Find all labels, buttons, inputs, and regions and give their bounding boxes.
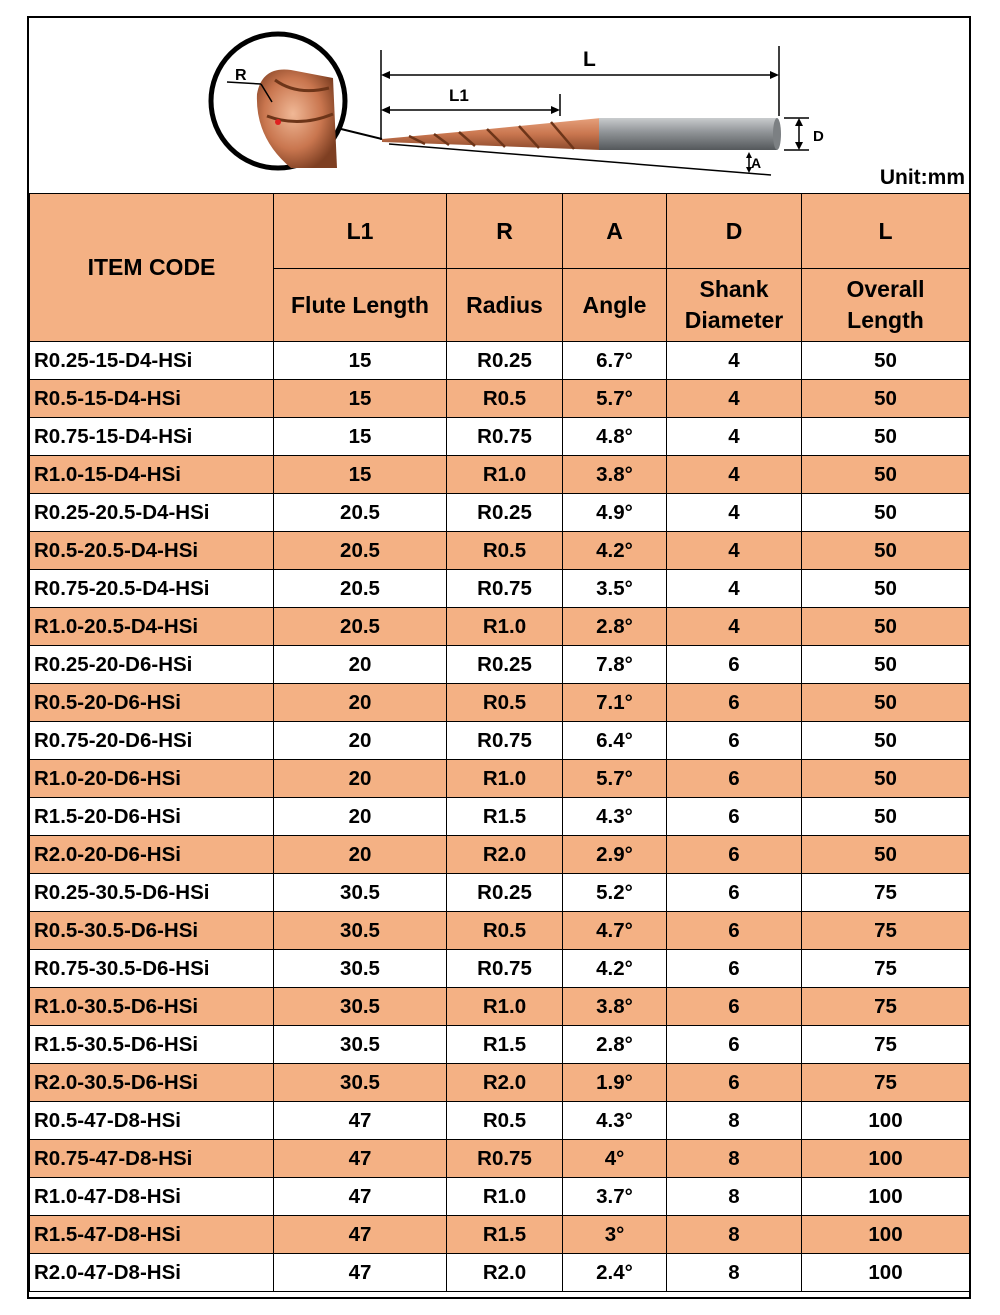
cell-overall-length: 50 (802, 380, 970, 418)
cell-radius: R0.25 (447, 646, 563, 684)
cell-overall-length: 75 (802, 874, 970, 912)
radius-label: R (235, 67, 247, 84)
cell-shank-diameter: 6 (667, 722, 802, 760)
unit-label: Unit:mm (879, 166, 965, 189)
cell-radius: R2.0 (447, 1254, 563, 1292)
cell-overall-length: 50 (802, 684, 970, 722)
cell-overall-length: 100 (802, 1216, 970, 1254)
cell-item-code: R0.75-15-D4-HSi (30, 418, 274, 456)
cell-radius: R1.0 (447, 608, 563, 646)
table-row (30, 456, 970, 494)
cell-radius: R2.0 (447, 1064, 563, 1102)
cell-shank-diameter: 8 (667, 1140, 802, 1178)
cell-shank-diameter: 6 (667, 912, 802, 950)
table-row (30, 494, 970, 532)
table-row (30, 1026, 970, 1064)
cell-shank-diameter: 6 (667, 1064, 802, 1102)
header-radius: Radius (447, 269, 563, 342)
cell-angle: 4.2° (563, 950, 667, 988)
cell-radius: R0.75 (447, 570, 563, 608)
table-row (30, 570, 970, 608)
cell-radius: R1.0 (447, 456, 563, 494)
table-row (30, 646, 970, 684)
cell-flute-length: 30.5 (274, 1026, 447, 1064)
cell-item-code: R2.0-30.5-D6-HSi (30, 1064, 274, 1102)
cell-item-code: R1.0-20.5-D4-HSi (30, 608, 274, 646)
cell-radius: R1.0 (447, 1178, 563, 1216)
table-row (30, 1178, 970, 1216)
cell-flute-length: 15 (274, 456, 447, 494)
cell-radius: R0.75 (447, 722, 563, 760)
cell-overall-length: 100 (802, 1140, 970, 1178)
cell-flute-length: 20.5 (274, 494, 447, 532)
cell-overall-length: 50 (802, 760, 970, 798)
cell-shank-diameter: 4 (667, 342, 802, 380)
cell-angle: 4° (563, 1140, 667, 1178)
cell-item-code: R1.0-47-D8-HSi (30, 1178, 274, 1216)
cell-item-code: R1.5-20-D6-HSi (30, 798, 274, 836)
cell-angle: 4.7° (563, 912, 667, 950)
cell-overall-length: 50 (802, 608, 970, 646)
cell-flute-length: 30.5 (274, 1064, 447, 1102)
cell-angle: 6.7° (563, 342, 667, 380)
cell-flute-length: 20 (274, 684, 447, 722)
cell-shank-diameter: 4 (667, 608, 802, 646)
cell-angle: 4.8° (563, 418, 667, 456)
table-row (30, 684, 970, 722)
shank-diameter-label: D (813, 128, 824, 145)
cell-angle: 4.3° (563, 1102, 667, 1140)
cell-radius: R1.0 (447, 760, 563, 798)
cell-angle: 3° (563, 1216, 667, 1254)
cell-overall-length: 75 (802, 988, 970, 1026)
spec-table (29, 193, 970, 1292)
cell-overall-length: 100 (802, 1254, 970, 1292)
table-row (30, 798, 970, 836)
cell-item-code: R0.25-20-D6-HSi (30, 646, 274, 684)
cell-radius: R0.5 (447, 380, 563, 418)
cell-angle: 2.9° (563, 836, 667, 874)
cell-radius: R1.5 (447, 798, 563, 836)
cell-item-code: R0.5-20-D6-HSi (30, 684, 274, 722)
zoom-pointer-line (337, 128, 382, 139)
cell-item-code: R1.5-30.5-D6-HSi (30, 1026, 274, 1064)
cell-radius: R0.5 (447, 912, 563, 950)
shank (599, 118, 777, 150)
cell-overall-length: 75 (802, 1026, 970, 1064)
cell-angle: 4.3° (563, 798, 667, 836)
cell-item-code: R1.0-20-D6-HSi (30, 760, 274, 798)
cell-radius: R1.0 (447, 988, 563, 1026)
table-row (30, 722, 970, 760)
table-row (30, 874, 970, 912)
table-row (30, 760, 970, 798)
cell-flute-length: 20 (274, 760, 447, 798)
cell-shank-diameter: 8 (667, 1178, 802, 1216)
cell-overall-length: 50 (802, 722, 970, 760)
cell-flute-length: 15 (274, 418, 447, 456)
table-row (30, 988, 970, 1026)
header-symbol-l: L (802, 194, 970, 269)
table-row (30, 608, 970, 646)
cell-flute-length: 20 (274, 646, 447, 684)
cell-overall-length: 50 (802, 798, 970, 836)
cell-item-code: R0.75-30.5-D6-HSi (30, 950, 274, 988)
cell-item-code: R0.75-20-D6-HSi (30, 722, 274, 760)
cell-item-code: R0.5-47-D8-HSi (30, 1102, 274, 1140)
cell-angle: 5.7° (563, 760, 667, 798)
cell-shank-diameter: 6 (667, 1026, 802, 1064)
cell-angle: 4.9° (563, 494, 667, 532)
cell-angle: 3.8° (563, 456, 667, 494)
cell-shank-diameter: 6 (667, 760, 802, 798)
cell-shank-diameter: 4 (667, 418, 802, 456)
cell-shank-diameter: 8 (667, 1102, 802, 1140)
table-row (30, 1216, 970, 1254)
spec-table-body (30, 342, 970, 1292)
cell-item-code: R0.75-20.5-D4-HSi (30, 570, 274, 608)
cell-item-code: R2.0-47-D8-HSi (30, 1254, 274, 1292)
header-overall-length: Overall Length (802, 269, 970, 342)
cell-shank-diameter: 4 (667, 570, 802, 608)
cell-angle: 5.2° (563, 874, 667, 912)
cell-overall-length: 100 (802, 1178, 970, 1216)
end-mill-body (382, 118, 781, 150)
cell-flute-length: 47 (274, 1102, 447, 1140)
cell-shank-diameter: 8 (667, 1216, 802, 1254)
cell-overall-length: 50 (802, 646, 970, 684)
table-row (30, 418, 970, 456)
cell-angle: 6.4° (563, 722, 667, 760)
cell-overall-length: 50 (802, 570, 970, 608)
cell-radius: R1.5 (447, 1026, 563, 1064)
overall-length-label: L (583, 48, 596, 71)
cell-angle: 3.8° (563, 988, 667, 1026)
cell-shank-diameter: 6 (667, 874, 802, 912)
cell-overall-length: 75 (802, 912, 970, 950)
table-row (30, 342, 970, 380)
cell-overall-length: 50 (802, 836, 970, 874)
cell-radius: R0.5 (447, 684, 563, 722)
cell-angle: 7.1° (563, 684, 667, 722)
cell-radius: R0.5 (447, 1102, 563, 1140)
cell-flute-length: 20 (274, 836, 447, 874)
cell-flute-length: 30.5 (274, 874, 447, 912)
cell-flute-length: 30.5 (274, 912, 447, 950)
cell-overall-length: 75 (802, 1064, 970, 1102)
cell-angle: 3.7° (563, 1178, 667, 1216)
spec-sheet (27, 16, 971, 1299)
table-row (30, 950, 970, 988)
table-row (30, 1064, 970, 1102)
cell-flute-length: 20 (274, 722, 447, 760)
cell-radius: R0.75 (447, 418, 563, 456)
table-row (30, 1140, 970, 1178)
cell-shank-diameter: 6 (667, 646, 802, 684)
radius-center-dot (275, 119, 281, 125)
cell-angle: 2.8° (563, 608, 667, 646)
cell-radius: R0.5 (447, 532, 563, 570)
cell-item-code: R0.75-47-D8-HSi (30, 1140, 274, 1178)
cell-flute-length: 30.5 (274, 950, 447, 988)
ball-nose-zoom-circle (211, 34, 382, 168)
header-shank-diameter: Shank Diameter (667, 269, 802, 342)
cell-shank-diameter: 4 (667, 532, 802, 570)
cell-flute-length: 20.5 (274, 608, 447, 646)
cell-radius: R0.25 (447, 494, 563, 532)
cell-angle: 2.4° (563, 1254, 667, 1292)
cell-radius: R0.75 (447, 1140, 563, 1178)
cell-overall-length: 50 (802, 418, 970, 456)
cell-item-code: R0.25-15-D4-HSi (30, 342, 274, 380)
cell-shank-diameter: 6 (667, 950, 802, 988)
cell-item-code: R1.0-30.5-D6-HSi (30, 988, 274, 1026)
cell-overall-length: 50 (802, 532, 970, 570)
cell-item-code: R0.5-20.5-D4-HSi (30, 532, 274, 570)
cell-overall-length: 50 (802, 342, 970, 380)
cell-flute-length: 47 (274, 1216, 447, 1254)
table-row (30, 532, 970, 570)
cell-angle: 1.9° (563, 1064, 667, 1102)
cell-flute-length: 15 (274, 342, 447, 380)
cell-radius: R0.25 (447, 342, 563, 380)
cell-shank-diameter: 6 (667, 836, 802, 874)
cell-angle: 7.8° (563, 646, 667, 684)
header-item-code: ITEM CODE (30, 194, 274, 342)
header-angle: Angle (563, 269, 667, 342)
cell-item-code: R0.25-20.5-D4-HSi (30, 494, 274, 532)
cell-angle: 3.5° (563, 570, 667, 608)
cell-shank-diameter: 4 (667, 380, 802, 418)
cell-overall-length: 100 (802, 1102, 970, 1140)
cell-radius: R2.0 (447, 836, 563, 874)
table-row (30, 1254, 970, 1292)
cell-overall-length: 50 (802, 456, 970, 494)
cell-flute-length: 30.5 (274, 988, 447, 1026)
cell-shank-diameter: 6 (667, 798, 802, 836)
cell-angle: 4.2° (563, 532, 667, 570)
cell-overall-length: 50 (802, 494, 970, 532)
cell-flute-length: 47 (274, 1254, 447, 1292)
cell-flute-length: 20.5 (274, 570, 447, 608)
table-row (30, 380, 970, 418)
cell-item-code: R2.0-20-D6-HSi (30, 836, 274, 874)
end-mill-diagram (29, 18, 969, 192)
cell-item-code: R1.0-15-D4-HSi (30, 456, 274, 494)
cell-item-code: R1.5-47-D8-HSi (30, 1216, 274, 1254)
cell-flute-length: 47 (274, 1178, 447, 1216)
angle-label: A (751, 155, 762, 171)
table-row (30, 1102, 970, 1140)
header-symbol-a: A (563, 194, 667, 269)
cell-item-code: R0.25-30.5-D6-HSi (30, 874, 274, 912)
cell-shank-diameter: 4 (667, 494, 802, 532)
cell-flute-length: 20.5 (274, 532, 447, 570)
cell-angle: 5.7° (563, 380, 667, 418)
cell-radius: R1.5 (447, 1216, 563, 1254)
flute-length-label: L1 (449, 86, 469, 105)
cell-overall-length: 75 (802, 950, 970, 988)
header-symbol-l1: L1 (274, 194, 447, 269)
cell-radius: R0.75 (447, 950, 563, 988)
cell-flute-length: 47 (274, 1140, 447, 1178)
header-flute-length: Flute Length (274, 269, 447, 342)
cell-shank-diameter: 8 (667, 1254, 802, 1292)
cell-shank-diameter: 6 (667, 988, 802, 1026)
cell-radius: R0.25 (447, 874, 563, 912)
cell-flute-length: 20 (274, 798, 447, 836)
cell-shank-diameter: 4 (667, 456, 802, 494)
cell-item-code: R0.5-15-D4-HSi (30, 380, 274, 418)
table-row (30, 836, 970, 874)
table-row (30, 912, 970, 950)
cell-angle: 2.8° (563, 1026, 667, 1064)
header-symbol-d: D (667, 194, 802, 269)
cell-shank-diameter: 6 (667, 684, 802, 722)
cell-item-code: R0.5-30.5-D6-HSi (30, 912, 274, 950)
header-symbol-r: R (447, 194, 563, 269)
cell-flute-length: 15 (274, 380, 447, 418)
